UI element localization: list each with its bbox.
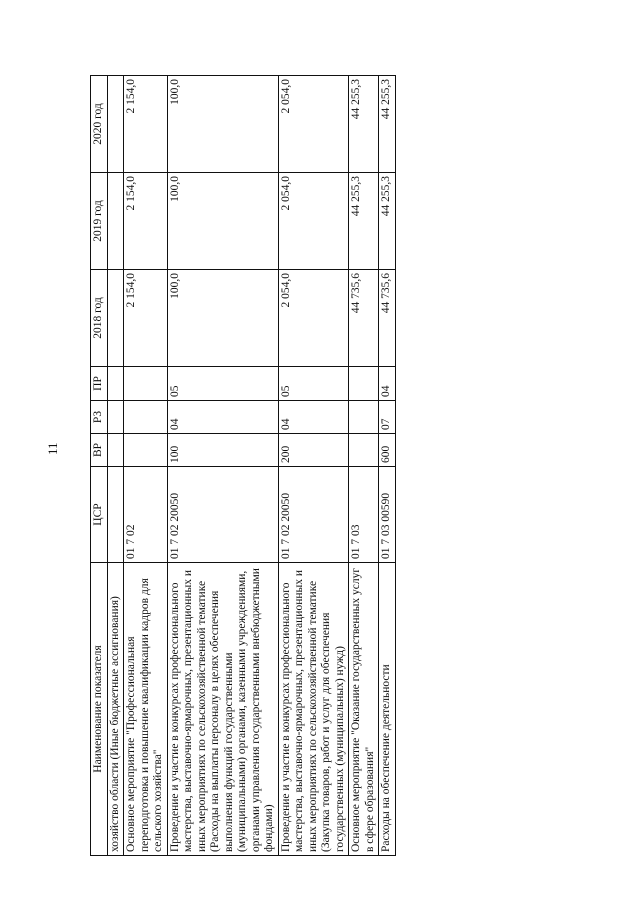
row-name: хозяйство области (Иные бюджетные ассигнования) [107,563,124,856]
row-vr [107,434,124,467]
row-name: Основное мероприятие "Профессиональная переподготовка и повышение квалификации кадров для сельского хозяйства" [124,563,168,856]
row-rz [349,401,379,434]
row-2018: 100,0 [167,270,278,367]
row-pr [124,367,168,401]
row-csr: 01 7 02 20050 [278,467,349,563]
page-number: 11 [45,442,60,455]
row-vr [124,434,168,467]
row-csr: 01 7 03 00590 [379,467,396,563]
row-2019: 44 255,3 [349,173,379,270]
row-name: Проведение и участие в конкурсах профессионального мастерства, выставочно-ярмарочных, презентационных и иных мероприятиях по сельскохозяйственной тематике (Закупка товаров, работ и услуг для обеспечения государственных (муниципальных) нужд) [278,563,349,856]
row-rz [124,401,168,434]
row-name: Расходы на обеспечение деятельности [379,563,396,856]
row-pr [349,367,379,401]
row-2019: 100,0 [167,173,278,270]
table-row [167,76,278,856]
row-pr: 05 [167,367,278,401]
row-vr: 100 [167,434,278,467]
row-rz: 04 [278,401,349,434]
row-2018: 2 154,0 [124,270,168,367]
row-2020: 2 054,0 [278,76,349,173]
row-2019: 2 154,0 [124,173,168,270]
header-csr: ЦСР [91,467,108,563]
header-2020: 2020 год [91,76,108,173]
header-rz: РЗ [91,401,108,434]
header-2018: 2018 год [91,270,108,367]
row-2020: 100,0 [167,76,278,173]
row-2018: 44 735,6 [379,270,396,367]
table-row [278,76,349,856]
row-csr: 01 7 02 [124,467,168,563]
row-csr: 01 7 02 20050 [167,467,278,563]
row-pr: 05 [278,367,349,401]
row-vr: 200 [278,434,349,467]
row-name: Основное мероприятие "Оказание государственных услуг в сфере образования" [349,563,379,856]
row-2020: 2 154,0 [124,76,168,173]
table-row [379,76,396,856]
row-name: Проведение и участие в конкурсах профессионального мастерства, выставочно-ярмарочных, презентационных и иных мероприятиях по сельскохозяйственной тематике (Расходы на выплаты персоналу в целях обеспечения выполнения функций государственными (муниципальными) органами, казенными учреждениями, органами управления государственными внебюджетными фондами) [167,563,278,856]
row-vr: 600 [379,434,396,467]
row-rz: 04 [167,401,278,434]
row-csr: 01 7 03 [349,467,379,563]
budget-table-container [90,76,603,856]
budget-table [90,75,396,856]
header-2019: 2019 год [91,173,108,270]
row-2019 [107,173,124,270]
header-vr: ВР [91,434,108,467]
table-row [349,76,379,856]
row-2019: 44 255,3 [379,173,396,270]
row-2018: 2 054,0 [278,270,349,367]
table-header-row [91,76,108,856]
row-pr: 04 [379,367,396,401]
header-pr: ПР [91,367,108,401]
table-row [124,76,168,856]
row-rz: 07 [379,401,396,434]
row-2020 [107,76,124,173]
header-name: Наименование показателя [91,563,108,856]
row-2020: 44 255,3 [379,76,396,173]
row-2019: 2 054,0 [278,173,349,270]
row-2018 [107,270,124,367]
table-row [107,76,124,856]
row-rz [107,401,124,434]
row-pr [107,367,124,401]
row-csr [107,467,124,563]
row-vr [349,434,379,467]
row-2018: 44 735,6 [349,270,379,367]
row-2020: 44 255,3 [349,76,379,173]
